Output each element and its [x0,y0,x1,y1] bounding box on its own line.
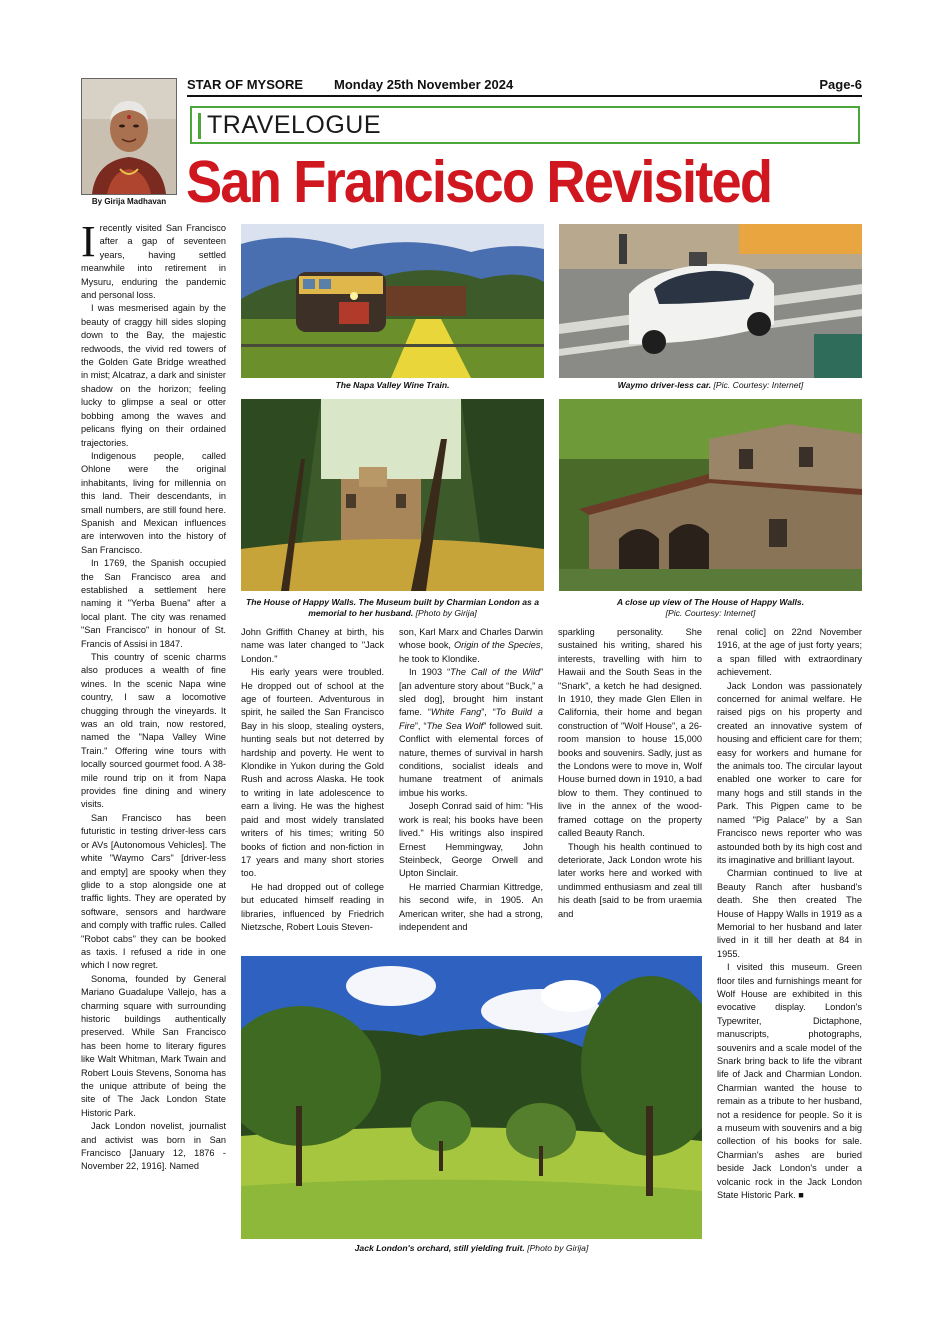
caption-wine-train: The Napa Valley Wine Train. [335,380,450,390]
article-paragraph: This country of scenic charms also produces a wealth of fine wines. In the scenic Napa wine country, I saw a locomotive chugging through the vineyards. It was an old train, now restored, named the "Napa Valley Wine Train." Offering wine tours with locally sourced gourmet food. A 38-mile round trip on it from Napa provides fine dining and winery visits. [81,652,226,810]
page-number: Page-6 [819,77,862,92]
article-paragraph: John Griffith Chaney at birth, his name was later changed to "Jack London." [241,627,384,664]
photo-orchard [241,956,702,1239]
article-paragraph: He married Charmian Kittredge, his second wife, in 1905. An American writer, she had a strong, independent and [399,881,543,932]
article-paragraph: I visited this museum. Green floor tiles and furnishings meant for Wolf House are exhibited in this evocative display. London's Typewriter, Dictaphone, manuscripts, photographs, souvenirs and a scale model of the Snark bring back to life the vibrant life of Jack and Charmian London. Charmian wanted the house to remain as a tribute to her husband, not a residence for people. So it is a museum with souvenirs and a big collection of his books for sale. Charmian's ashes are buried beside Jack London's under a volcanic rock in the Jack London State Historic Park. ■ [717,962,862,1201]
article-paragraph: sparkling personality. She sustained his writing, shared his interests, travelling with him to Hawaii and the South Seas in the "Snark", a ketch he had designed. In 1910, they made Glen Ellen in California, their home and began construction of "Wolf House", a 26-room mansion to house 15,000 books and souvenirs. Sadly, just as the Londons were to move in, Wolf House burned down in 1910, a bad blow to them. They continued to live in the annex of the wood-framed cottage on the property called Beauty Ranch. [558,627,702,839]
article-paragraph: In 1769, the Spanish occupied the San Francisco area and established a settlement here naming it "Yerba Buena" after a local plant. The city was renamed "San Francisco" in honour of St. Francis of Assisi in 1847. [81,558,226,649]
photo-wine-train [241,224,544,378]
article-paragraph: son, Karl Marx and Charles Darwin whose book, Origin of the Species, he took to Klondike. [399,627,544,664]
masthead [187,77,862,95]
photo-house-close-up [559,399,862,591]
drop-cap: I [81,217,96,266]
article-paragraph: Jack London novelist, journalist and activist was born in San Francisco [January 12, 1876 - November 22, 1916]. Named [81,1121,226,1172]
article-paragraph: San Francisco has been futuristic in testing driver-less cars or AVs [Autonomous Vehicles]. The white "Waymo Cars" [driver-less and empty] are spooky when they glide to a stop alongside one at traffic lights. They are operated by software, sensors and hardware and comply with traffic rules. Called "Robot cabs" they can be booked as taxis. I refused a ride in one which I now regret. [81,812,226,971]
author-photo [81,78,177,195]
article-paragraph: renal colic] on 22nd November 1916, at the age of just forty years; a span filled with extraordinary achievement. [717,627,862,678]
article-column-5 [717,626,862,1202]
headline: San Francisco Revisited [186,149,772,215]
caption-orchard: Jack London's orchard, still yielding fruit. [Photo by Girija] [354,1243,589,1253]
article-paragraph: Indigenous people, called Ohlone were the original inhabitants, living for millennia on this land. Their descendants, in small numbers, are still found here. Spanish and Mexican influences are interwoven into the history of San Francisco. [81,450,226,555]
article-paragraph: Sonoma, founded by General Mariano Guadalupe Vallejo, has a charming square with surrounding historic buildings authentically preserved. While San Francisco has been home to literary figures like Walt Whitman, Mark Twain and Robert Louis Stevens, Sonoma has the unique attribute of being the site of The Jack London State Historic Park. [81,973,226,1118]
section-accent-bar [198,113,201,139]
article-paragraph: In 1903 “The Call of the Wild” [an adventure story about “Buck,” a sled dog], brought him instant fame. “White Fang”, “To Build a Fire”, “The Sea Wolf” followed suit. Conflict with elemental forces of nature, themes of survival in harsh conditions, socialist ideals and humane treatment of animals imbue his works. [399,667,543,798]
article-paragraph: Though his health continued to deteriorate, Jack London wrote his later works here and worked with undimmed enthusiasm and zeal till his death [said to be from uraemia and [558,841,702,919]
section-label: TRAVELOGUE [207,111,382,139]
end-mark: ■ [798,1190,804,1201]
article-paragraph: Charmian continued to live at Beauty Ranch after husband's death. She then created The House of Happy Walls in 1919 as a Memorial to her husband and later lived in it till her death at 84 in 1955. [717,868,862,959]
byline: By Girija Madhavan [91,197,167,206]
article-paragraph: I was mesmerised again by the beauty of craggy hill sides sloping down to the Bay, the majestic redwoods, the vivid red towers of the Golden Gate Bridge wreathed in mist; Alcatraz, a dark and sinister shadow on the horizon; feeling lucky to glimpse a seal or otter bobbing among the waves and pelicans flying on their ordained trajectories. [81,303,226,448]
masthead-rule [187,95,862,97]
article-paragraph: Joseph Conrad said of him: "His work is real; his books have been lived." His writings also inspired Ernest Hemmingway, John Steinbeck, George Orwell and Upton Sinclair. [399,801,543,879]
article-column-4 [558,626,702,921]
article-paragraph: His early years were troubled. He dropped out of school at the age of fourteen. Adventurous in spirit, he sailed the San Francisco Bay in his sloop, stealing oysters, hunting seals but not deterred by hardship and poverty. He went to Klondike in Yukon during the Gold Rush and across Alaska. He took to writing in late adolescence to earn a living. He was the highest paid and most widely translated writers of his times; writing 50 books of fiction and non-fiction in 17 years and many short stories too. [241,667,384,879]
article-column-2 [241,626,384,934]
article-column-1 [81,217,226,1174]
article-paragraph: Jack London was passionately concerned for animal welfare. He raised pigs on his property and created an innovative system of housing and efficient care for them; easy for workers and humane for the animals too. The circular layout enabled one worker to care for many hogs and still stands in the Park. This Pigpen came to be named "Pig Palace" by a San Francisco news reporter who was astounded both by its high cost and its imaginative and brilliant layout. [717,680,862,865]
caption-house-close-up: A close up view of The House of Happy Walls. [Pic. Courtesy: Internet] [616,597,805,618]
caption-waymo-car: Waymo driver-less car. [Pic. Courtesy: Internet] [617,380,804,390]
section-label-box [190,106,860,144]
issue-date: Monday 25th November 2024 [334,77,514,92]
caption-house-of-happy-walls: The House of Happy Walls. The Museum built by Charmian London as a memorial to her husband. [Photo by Girija] [245,597,540,618]
article-column-3 [399,626,543,934]
article-paragraph: Irecently visited San Francisco after a gap of seventeen years, having settled meanwhile into retirement in Mysuru, enduring the pandemic and personal loss. [81,217,226,301]
article-paragraph: He had dropped out of college but educated himself reading in libraries, influenced by Friedrich Nietzsche, Robert Louis Steven- [241,881,384,932]
paper-name: STAR OF MYSORE [187,77,304,92]
photo-house-of-happy-walls [241,399,544,591]
photo-waymo-car [559,224,862,378]
